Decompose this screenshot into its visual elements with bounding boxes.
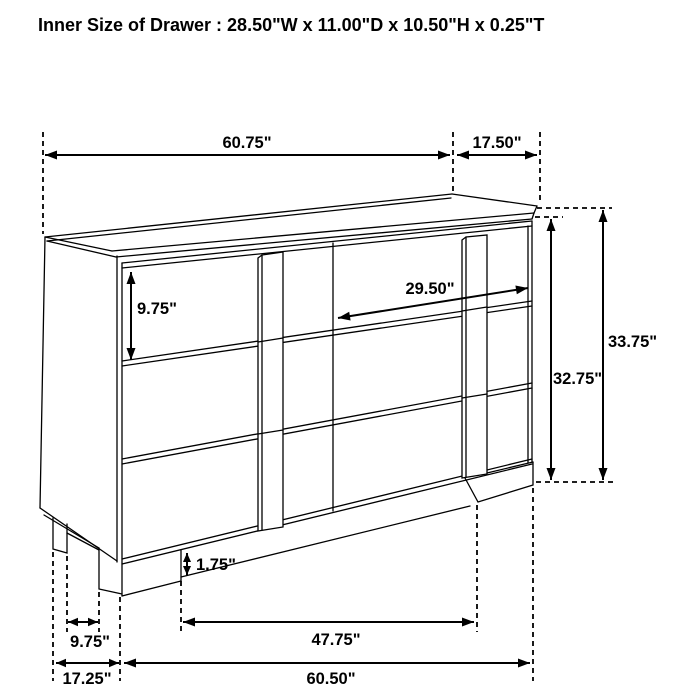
page-title: Inner Size of Drawer : 28.50"W x 11.00"D x 10.50"H x 0.25"T xyxy=(38,15,545,35)
dim-front-clearance-label: 47.75" xyxy=(311,631,361,649)
dim-top-width-label: 60.75" xyxy=(222,134,272,152)
dim-top-depth-label: 17.50" xyxy=(472,134,522,152)
dim-case-height-label: 32.75" xyxy=(553,370,603,388)
dim-floor-depth-label: 17.25" xyxy=(62,670,112,688)
dim-overall-height-label: 33.75" xyxy=(608,333,658,351)
dim-base-rail-label: 1.75" xyxy=(196,556,236,574)
dim-drawer-height-label: 9.75" xyxy=(137,300,177,318)
dim-drawer-width-label: 29.50" xyxy=(405,280,455,298)
dim-floor-width-label: 60.50" xyxy=(306,670,356,688)
dim-side-leg-gap-label: 9.75" xyxy=(70,633,110,651)
